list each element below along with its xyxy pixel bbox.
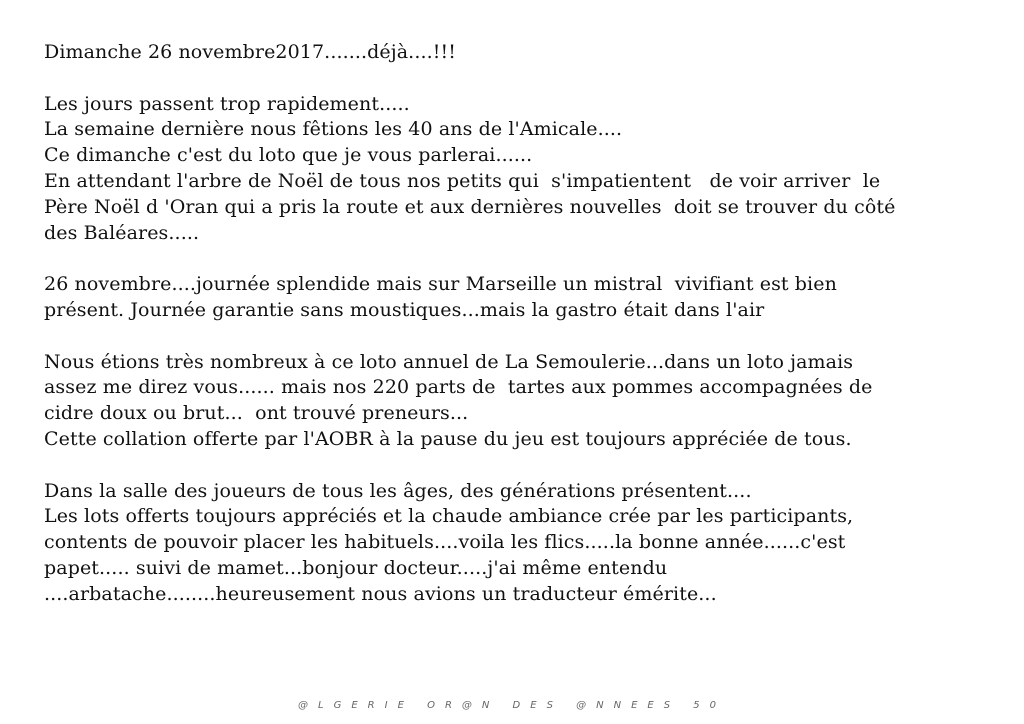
document-body: [44, 40, 1004, 608]
text-line: Dans la salle des joueurs de tous les âges, des générations présentent....: [44, 479, 752, 502]
text-line: ....arbatache........heureusement nous avions un traducteur émérite...: [44, 582, 717, 605]
text-line: Ce dimanche c'est du loto que je vous parlerai......: [44, 144, 533, 167]
text-line: assez me direz vous...... mais nos 220 parts de tartes aux pommes accompagnées de: [44, 376, 873, 399]
text-line: contents de pouvoir placer les habituels....voila les flics.....la bonne année......c'est: [44, 531, 846, 554]
paragraph-spacer: [44, 66, 1004, 92]
text-line: En attendant l'arbre de Noël de tous nos petits qui s'impatientent de voir arriver le: [44, 169, 881, 192]
paragraph-4: [44, 479, 1004, 608]
paragraph-2: [44, 272, 1004, 324]
text-line: Les jours passent trop rapidement.....: [44, 92, 410, 115]
text-line: papet..... suivi de mamet...bonjour docteur.....j'ai même entendu: [44, 556, 668, 579]
paragraph-1: [44, 92, 1004, 247]
paragraph-spacer: [44, 246, 1004, 272]
paragraph-spacer: [44, 324, 1004, 350]
paragraph-spacer: [44, 453, 1004, 479]
paragraph-3: [44, 350, 1004, 453]
text-line: cidre doux ou brut... ont trouvé preneurs...: [44, 402, 469, 425]
text-line: Cette collation offerte par l'AOBR à la pause du jeu est toujours appréciée de tous.: [44, 427, 852, 450]
text-line: La semaine dernière nous fêtions les 40 ans de l'Amicale....: [44, 118, 623, 141]
footer-watermark: @LGERIE OR@N DES @NNEES 50: [298, 700, 726, 711]
text-line: présent. Journée garantie sans moustiques...mais la gastro était dans l'air: [44, 298, 765, 321]
text-line: Père Noël d 'Oran qui a pris la route et aux dernières nouvelles doit se trouver du côté: [44, 195, 896, 218]
text-line: Les lots offerts toujours appréciés et la chaude ambiance crée par les participants,: [44, 505, 854, 528]
text-line: Nous étions très nombreux à ce loto annuel de La Semoulerie...dans un loto jamais: [44, 350, 854, 373]
text-line: des Baléares.....: [44, 221, 200, 244]
date-line: Dimanche 26 novembre2017.......déjà....!!!: [44, 41, 456, 63]
text-line: 26 novembre....journée splendide mais sur Marseille un mistral vivifiant est bien: [44, 273, 837, 296]
